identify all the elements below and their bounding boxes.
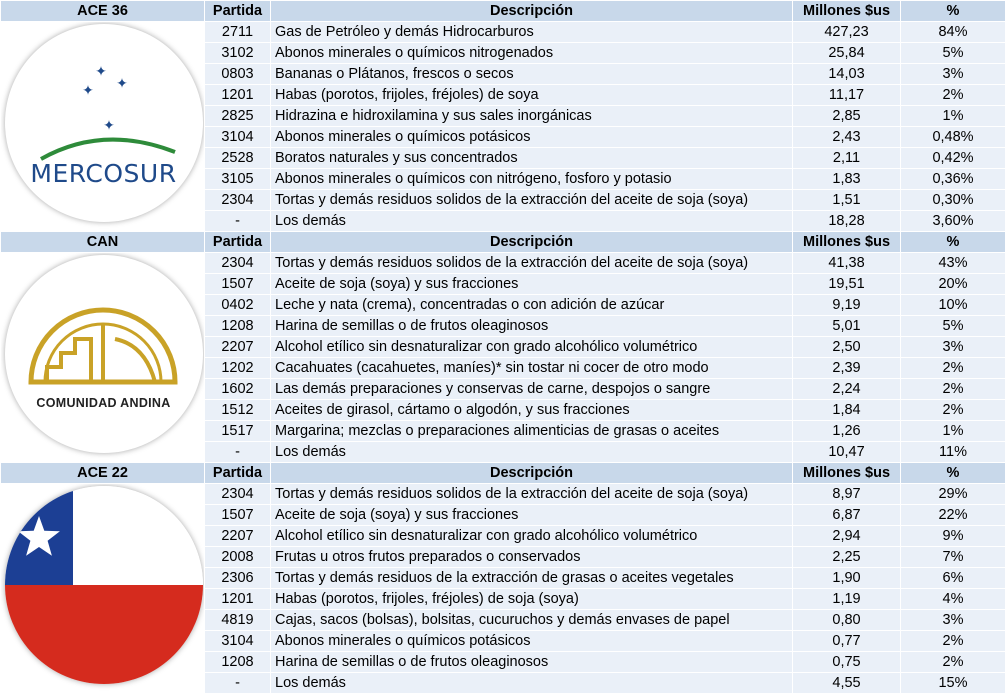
section-logo-cell	[1, 484, 205, 694]
descripcion-cell: Cajas, sacos (bolsas), bolsitas, cucuruchos y demás envases de papel	[271, 610, 793, 631]
descripcion-cell: Boratos naturales y sus concentrados	[271, 148, 793, 169]
partida-cell: 4819	[205, 610, 271, 631]
pct-cell: 0,30%	[901, 190, 1005, 211]
pct-cell: 3%	[901, 610, 1005, 631]
descripcion-cell: Abonos minerales o químicos con nitrógeno, fosforo y potasio	[271, 169, 793, 190]
descripcion-cell: Tortas y demás residuos solidos de la extracción del aceite de soja (soya)	[271, 253, 793, 274]
section-header-row	[1, 1, 1005, 22]
pct-cell: 2%	[901, 652, 1005, 673]
trade-table-body	[1, 1, 1005, 694]
pct-cell: 1%	[901, 106, 1005, 127]
millones-cell: 0,75	[793, 652, 901, 673]
descripcion-cell: Cacahuates (cacahuetes, maníes)* sin tostar ni cocer de otro modo	[271, 358, 793, 379]
pct-cell: 2%	[901, 85, 1005, 106]
millones-cell: 9,19	[793, 295, 901, 316]
descripcion-header: Descripción	[271, 1, 793, 22]
descripcion-cell: Los demás	[271, 442, 793, 463]
millones-cell: 1,84	[793, 400, 901, 421]
section-name: ACE 36	[1, 1, 205, 22]
pct-cell: 10%	[901, 295, 1005, 316]
partida-cell: 2304	[205, 253, 271, 274]
descripcion-cell: Tortas y demás residuos de la extracción de grasas o aceites vegetales	[271, 568, 793, 589]
star-icon: ✦	[95, 64, 107, 80]
pct-cell: 29%	[901, 484, 1005, 505]
pct-header: %	[901, 463, 1005, 484]
mercosur-logo-text: MERCOSUR	[5, 164, 203, 184]
section-logo-cell	[1, 22, 205, 232]
partida-cell: -	[205, 211, 271, 232]
millones-cell: 41,38	[793, 253, 901, 274]
pct-cell: 9%	[901, 526, 1005, 547]
millones-cell: 2,43	[793, 127, 901, 148]
descripcion-cell: Tortas y demás residuos solidos de la extracción del aceite de soja (soya)	[271, 484, 793, 505]
millones-cell: 1,90	[793, 568, 901, 589]
pct-cell: 11%	[901, 442, 1005, 463]
comunidad-andina-emblem-icon	[5, 255, 203, 453]
millones-cell: 0,77	[793, 631, 901, 652]
chile-flag-icon	[5, 486, 203, 684]
partida-cell: 1507	[205, 274, 271, 295]
pct-header: %	[901, 232, 1005, 253]
descripcion-cell: Harina de semillas o de frutos oleaginosos	[271, 652, 793, 673]
descripcion-cell: Tortas y demás residuos solidos de la extracción del aceite de soja (soya)	[271, 190, 793, 211]
descripcion-cell: Alcohol etílico sin desnaturalizar con grado alcohólico volumétrico	[271, 337, 793, 358]
pct-cell: 2%	[901, 379, 1005, 400]
star-icon: ✦	[82, 83, 94, 99]
pct-cell: 7%	[901, 547, 1005, 568]
partida-cell: 1208	[205, 652, 271, 673]
pct-cell: 20%	[901, 274, 1005, 295]
descripcion-cell: Leche y nata (crema), concentradas o con adición de azúcar	[271, 295, 793, 316]
pct-cell: 0,48%	[901, 127, 1005, 148]
section-name: CAN	[1, 232, 205, 253]
partida-cell: 3104	[205, 631, 271, 652]
millones-cell: 1,19	[793, 589, 901, 610]
pct-cell: 6%	[901, 568, 1005, 589]
descripcion-cell: Gas de Petróleo y demás Hidrocarburos	[271, 22, 793, 43]
pct-cell: 5%	[901, 43, 1005, 64]
descripcion-cell: Bananas o Plátanos, frescos o secos	[271, 64, 793, 85]
can-logo-text: COMUNIDAD ANDINA	[5, 393, 203, 413]
millones-cell: 2,85	[793, 106, 901, 127]
partida-cell: 2207	[205, 526, 271, 547]
millones-cell: 14,03	[793, 64, 901, 85]
partida-cell: -	[205, 673, 271, 694]
section-header-row	[1, 463, 1005, 484]
millones-cell: 4,55	[793, 673, 901, 694]
partida-cell: 1201	[205, 589, 271, 610]
descripcion-header: Descripción	[271, 463, 793, 484]
pct-header: %	[901, 1, 1005, 22]
descripcion-cell: Las demás preparaciones y conservas de carne, despojos o sangre	[271, 379, 793, 400]
logo-circle	[5, 24, 203, 222]
millones-cell: 1,51	[793, 190, 901, 211]
star-icon: ✦	[116, 76, 128, 92]
table-row	[1, 253, 1005, 274]
partida-cell: 3105	[205, 169, 271, 190]
partida-cell: 3104	[205, 127, 271, 148]
descripcion-cell: Habas (porotos, frijoles, fréjoles) de soja (soya)	[271, 589, 793, 610]
partida-cell: 2008	[205, 547, 271, 568]
partida-cell: 1512	[205, 400, 271, 421]
millones-cell: 1,26	[793, 421, 901, 442]
millones-cell: 2,94	[793, 526, 901, 547]
logo-circle	[5, 255, 203, 453]
pct-cell: 4%	[901, 589, 1005, 610]
partida-cell: 2306	[205, 568, 271, 589]
millones-header: Millones $us	[793, 232, 901, 253]
millones-cell: 2,25	[793, 547, 901, 568]
star-icon: ✦	[103, 118, 115, 134]
mercosur-emblem-icon	[5, 24, 203, 222]
millones-cell: 2,50	[793, 337, 901, 358]
pct-cell: 2%	[901, 400, 1005, 421]
partida-header: Partida	[205, 463, 271, 484]
pct-cell: 0,42%	[901, 148, 1005, 169]
pct-cell: 2%	[901, 631, 1005, 652]
pct-cell: 5%	[901, 316, 1005, 337]
partida-header: Partida	[205, 232, 271, 253]
logo-circle	[5, 486, 203, 684]
descripcion-cell: Habas (porotos, frijoles, fréjoles) de soya	[271, 85, 793, 106]
descripcion-cell: Hidrazina e hidroxilamina y sus sales inorgánicas	[271, 106, 793, 127]
partida-cell: 0803	[205, 64, 271, 85]
millones-header: Millones $us	[793, 463, 901, 484]
millones-cell: 19,51	[793, 274, 901, 295]
descripcion-cell: Los demás	[271, 211, 793, 232]
pct-cell: 3%	[901, 337, 1005, 358]
partida-cell: 1202	[205, 358, 271, 379]
partida-cell: 1602	[205, 379, 271, 400]
millones-cell: 11,17	[793, 85, 901, 106]
descripcion-cell: Aceite de soja (soya) y sus fracciones	[271, 274, 793, 295]
partida-cell: 1208	[205, 316, 271, 337]
partida-cell: 2304	[205, 190, 271, 211]
pct-cell: 1%	[901, 421, 1005, 442]
millones-header: Millones $us	[793, 1, 901, 22]
logo-can	[5, 255, 205, 461]
millones-cell: 2,39	[793, 358, 901, 379]
section-header-row	[1, 232, 1005, 253]
millones-cell: 2,11	[793, 148, 901, 169]
descripcion-cell: Aceite de soja (soya) y sus fracciones	[271, 505, 793, 526]
pct-cell: 15%	[901, 673, 1005, 694]
partida-cell: 3102	[205, 43, 271, 64]
descripcion-cell: Abonos minerales o químicos potásicos	[271, 127, 793, 148]
table-row	[1, 22, 1005, 43]
partida-cell: 2207	[205, 337, 271, 358]
partida-cell: 1507	[205, 505, 271, 526]
partida-cell: 0402	[205, 295, 271, 316]
millones-cell: 18,28	[793, 211, 901, 232]
millones-cell: 1,83	[793, 169, 901, 190]
millones-cell: 427,23	[793, 22, 901, 43]
section-name: ACE 22	[1, 463, 205, 484]
pct-cell: 43%	[901, 253, 1005, 274]
partida-cell: 2528	[205, 148, 271, 169]
partida-header: Partida	[205, 1, 271, 22]
pct-cell: 84%	[901, 22, 1005, 43]
descripcion-cell: Abonos minerales o químicos potásicos	[271, 631, 793, 652]
partida-cell: 2825	[205, 106, 271, 127]
descripcion-cell: Margarina; mezclas o preparaciones alimenticias de grasas o aceites	[271, 421, 793, 442]
partida-cell: 2304	[205, 484, 271, 505]
logo-mercosur	[5, 24, 205, 230]
descripcion-header: Descripción	[271, 232, 793, 253]
descripcion-cell: Alcohol etílico sin desnaturalizar con grado alcohólico volumétrico	[271, 526, 793, 547]
logo-chile-flag	[5, 486, 205, 692]
partida-cell: 1201	[205, 85, 271, 106]
millones-cell: 2,24	[793, 379, 901, 400]
millones-cell: 25,84	[793, 43, 901, 64]
partida-cell: -	[205, 442, 271, 463]
millones-cell: 10,47	[793, 442, 901, 463]
pct-cell: 3%	[901, 64, 1005, 85]
section-logo-cell	[1, 253, 205, 463]
table-row	[1, 484, 1005, 505]
descripcion-cell: Aceites de girasol, cártamo o algodón, y sus fracciones	[271, 400, 793, 421]
millones-cell: 6,87	[793, 505, 901, 526]
pct-cell: 22%	[901, 505, 1005, 526]
descripcion-cell: Harina de semillas o de frutos oleaginosos	[271, 316, 793, 337]
partida-cell: 2711	[205, 22, 271, 43]
millones-cell: 8,97	[793, 484, 901, 505]
descripcion-cell: Los demás	[271, 673, 793, 694]
millones-cell: 5,01	[793, 316, 901, 337]
pct-cell: 0,36%	[901, 169, 1005, 190]
pct-cell: 2%	[901, 358, 1005, 379]
millones-cell: 0,80	[793, 610, 901, 631]
descripcion-cell: Abonos minerales o químicos nitrogenados	[271, 43, 793, 64]
partida-cell: 1517	[205, 421, 271, 442]
descripcion-cell: Frutas u otros frutos preparados o conservados	[271, 547, 793, 568]
pct-cell: 3,60%	[901, 211, 1005, 232]
